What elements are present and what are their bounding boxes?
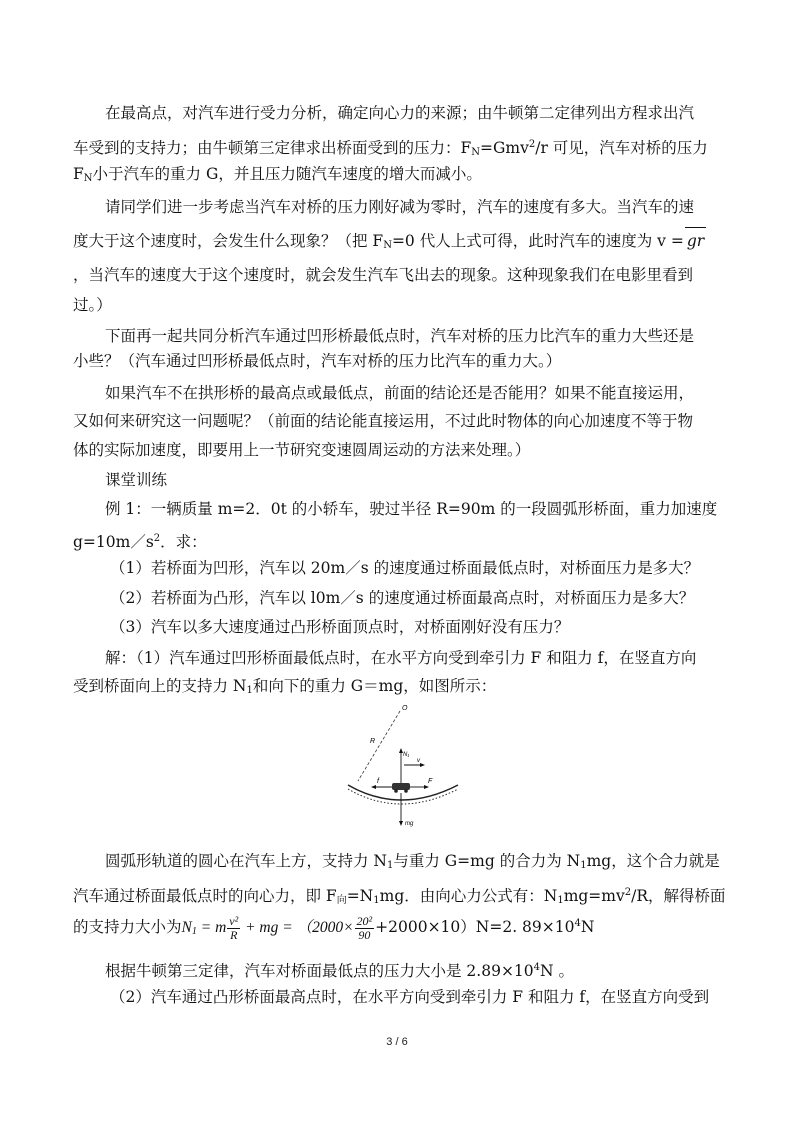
car-body: [392, 783, 410, 790]
label-v: v: [417, 758, 420, 764]
paragraph-line: $F_N$小于汽车的重力 G，并且压力随汽车速度的增大而减小。: [73, 165, 482, 184]
question-line: （1）若桥面为凹形，汽车以 20m／s 的速度通过桥面最低点时，对桥面压力是多大？: [110, 559, 700, 577]
example-line: $g=10m/s^2$．求：: [73, 533, 207, 551]
force-diagram: [330, 703, 465, 833]
label-n1: N₁: [403, 752, 410, 758]
paragraph-line: 如果汽车不在拱形桥的最高点或最低点，前面的结论还是否能用？如果不能直接运用，: [105, 384, 695, 402]
label-f-large: F: [428, 778, 433, 785]
fraction: $\frac{\text{20²}}{90}$: [356, 913, 373, 942]
solution-line: （2）汽车通过凸形桥面最高点时，在水平方向受到牵引力 F 和阻力 f，在竖直方向受到: [110, 988, 710, 1006]
solution-line: 汽车通过桥面最低点时的向心力，即 $F_向=N_1mg$．由向心力公式有：$N_1mg=mv^2/R$，解得桥面: [73, 887, 726, 906]
label-mg: mg: [405, 821, 414, 827]
question-line: （2）若桥面为凸形，汽车以 l0m／s 的速度通过桥面最高点时，对桥面压力是多大？: [110, 589, 695, 607]
car-wheel: [404, 789, 408, 793]
arrowhead: [371, 785, 376, 789]
section-heading: 课堂训练: [105, 471, 168, 489]
paragraph-line: 请同学们进一步考虑当汽车对桥的压力刚好减为零时，汽车的速度有多大。当汽车的速: [105, 198, 695, 216]
paragraph-line: 又如何来研究这一问题呢？（前面的结论能直接运用，不过此时物体的向心加速度不等于物: [73, 412, 694, 430]
formula: $N_1 = m$ $\frac{\text{v²}}{R}$ + mg = （2000× $\frac{\text{20²}}{90}$: [181, 913, 373, 942]
example-line: 例 1：一辆质量 m=2．0t 的小轿车，驶过半径 R=90m 的一段圆弧形桥面，重力加速度: [105, 500, 718, 518]
paragraph-line: 下面再一起共同分析汽车通过凹形桥最低点时，汽车对桥的压力比汽车的重力大些还是: [105, 327, 695, 345]
page-number: 3 / 6: [386, 1036, 408, 1048]
arrowhead: [420, 763, 425, 767]
paragraph-line: ，当汽车的速度大于这个速度时，就会发生汽车飞出去的现象。这种现象我们在电影里看到: [73, 266, 694, 284]
label-r: R: [370, 738, 376, 745]
solution-line: 根据牛顿第三定律，汽车对桥面最低点的压力大小是 $2.89\times 10^4N$ 。: [105, 962, 575, 980]
paragraph-line: 车受到的支持力；由牛顿第三定律求出桥面受到的压力：$F_N=Gmv^2/r$ 可见，汽车对桥的压力: [73, 139, 708, 158]
arrowhead: [424, 785, 429, 789]
paragraph-line: 小些？（汽车通过凹形桥最低点时，汽车对桥的压力比汽车的重力大。）: [73, 352, 562, 370]
paragraph-line: 过。）: [73, 296, 112, 314]
arrowhead: [399, 821, 403, 826]
paragraph-line: 度大于这个速度时，会发生什么现象？（把 $F_N=0$ 代人上式可得，此时汽车的速度为 v = gr: [73, 227, 723, 259]
paragraph-line: 体的实际加速度，即要用上一节研究变速圆周运动的方法来处理。）: [73, 441, 531, 459]
solution-line: 受到桥面向上的支持力 $N_1$和向下的重力 G＝mg，如图所示：: [73, 677, 497, 696]
bridge-hatch: [348, 789, 458, 804]
radius-line: [358, 711, 400, 781]
fraction: $\frac{\text{v²}}{R}$: [229, 913, 239, 942]
paragraph-line: 在最高点，对汽车进行受力分析，确定向心力的来源；由牛顿第二定律列出方程求出汽: [105, 104, 695, 122]
question-line: （3）汽车以多大速度通过凸形桥面顶点时，对桥面刚好没有压力？: [110, 618, 570, 636]
solution-line: 圆弧形轨道的圆心在汽车上方，支持力 $N_1$与重力 G=mg 的合力为 $N_1mg$，这个合力就是: [105, 852, 720, 871]
sqrt-expression: gr: [685, 227, 706, 255]
car-wheel: [394, 789, 398, 793]
solution-line: 解：（1）汽车通过凹形桥面最低点时，在水平方向受到牵引力 F 和阻力 f，在竖直方向: [105, 649, 697, 667]
label-f-small: f: [377, 778, 379, 785]
formula-line: 的支持力大小为$N_1 = m$ $\frac{\text{v²}}{R}$ + mg = （2000× $\frac{\text{20²}}{90}$ +2000×10）N=2. $89\times 10^4N$: [73, 913, 595, 942]
label-o: O: [402, 705, 408, 712]
